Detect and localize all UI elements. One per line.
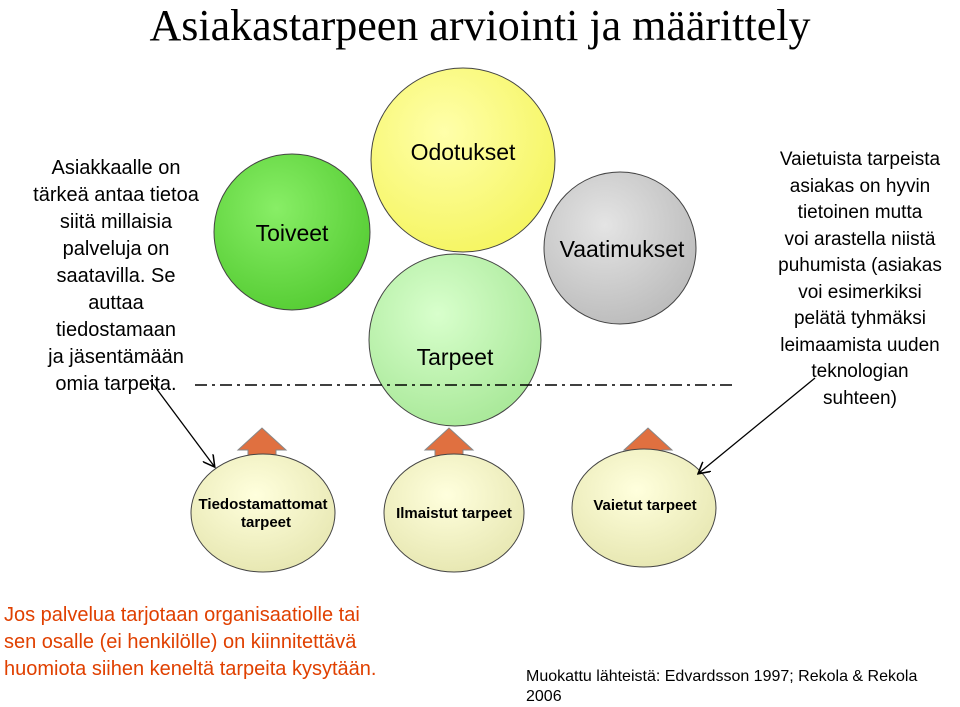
right-note-line: asiakas on hyvin [789, 175, 931, 197]
tarpeet-label: Tarpeet [416, 344, 494, 370]
page-title: Asiakastarpeen arviointi ja määrittely [149, 1, 811, 50]
unconscious-needs-label: Tiedostamattomat [198, 496, 328, 513]
expressed-needs-label: Ilmaistut tarpeet [396, 505, 512, 522]
bottom-note-line: huomiota siihen keneltä tarpeita kysytään. [4, 658, 377, 680]
left-note-line: palveluja on [62, 238, 170, 260]
left-note-line: tärkeä antaa tietoa [33, 184, 199, 206]
right-note-line: tietoinen mutta [797, 202, 923, 223]
right-note-line: Vaietuista tarpeista [779, 149, 941, 170]
unconscious-needs-label: tarpeet [240, 514, 292, 531]
left-note-line: siitä millaisia [59, 211, 173, 233]
bottom-note-line: sen osalle (ei henkilölle) on kiinnitettävä [4, 631, 357, 653]
right-note-line: voi esimerkiksi [798, 281, 922, 303]
left-note-line: Asiakkaalle on [51, 157, 181, 179]
right-note-line: leimaamista uuden [780, 334, 940, 356]
pointer-arrow-left [150, 380, 214, 466]
source-citation: Muokattu lähteistä: Edvardsson 1997; Rekola & Rekola 2006 [526, 668, 918, 705]
left-note-line: ja jäsentämään [48, 346, 184, 368]
right-note-line: puhumista (asiakas [778, 255, 942, 276]
toiveet-label: Toiveet [255, 220, 329, 246]
tarpeet-circle [369, 254, 541, 426]
left-note-line: tiedostamaan [55, 319, 177, 341]
right-note-line: pelätä tyhmäksi [793, 308, 926, 329]
bottom-note-line: Jos palvelua tarjotaan organisaatiolle tai [4, 604, 360, 626]
bottom-note [4, 602, 444, 683]
unconscious-needs-ellipse [191, 454, 335, 572]
left-note-line: saatavilla. Se auttaa [56, 265, 176, 314]
left-note-line: omia tarpeita. [55, 373, 177, 395]
silent-needs-label: Vaietut tarpeet [593, 497, 697, 514]
right-note-line: suhteen) [823, 387, 897, 409]
right-note-line: teknologian [811, 361, 909, 382]
right-note-line: voi arastella niistä [784, 228, 936, 250]
vaatimukset-label: Vaatimukset [559, 236, 685, 262]
right-note [762, 147, 958, 412]
odotukset-label: Odotukset [410, 139, 516, 165]
